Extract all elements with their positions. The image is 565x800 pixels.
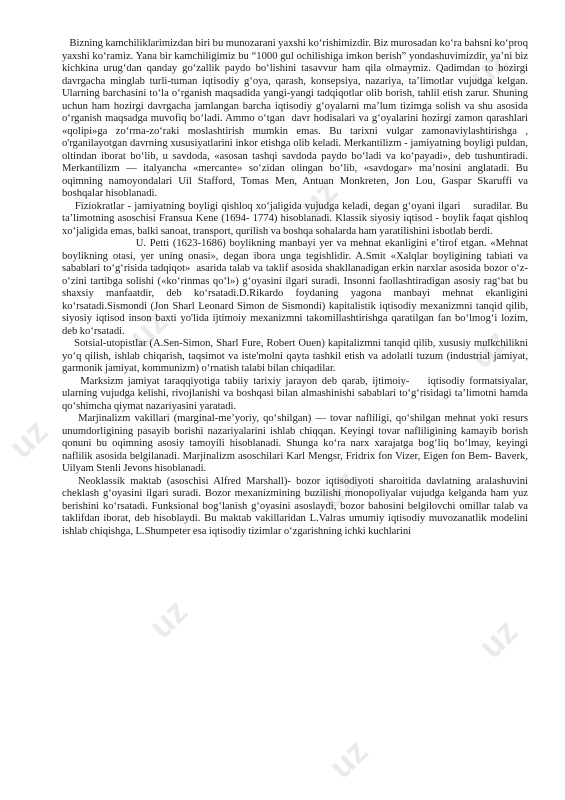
paragraph: Fiziokratlar - jamiyatning boyligi qishloq xo‘jaligida vujudga keladi, degan g‘oyani ilgari suradilar. Bu ta’limotning asoschisi Fransua Kene (1694- 1774) hisoblanadi. Klassik siyosiy iqtisod - boylik faqat qishloq xo‘jaligida emas, balki sanoat, transport, qurilish va boshqa sohalarda ham yaratilishini isbotlab berdi. — [62, 200, 531, 237]
watermark: uz — [121, 302, 176, 356]
watermark: uz — [461, 322, 516, 376]
paragraph: Neoklassik maktab (asoschisi Alfred Marshall)- bozor iqtisodiyoti sharoitida davlatning aralashuvini cheklash g‘oyasini ilgari suradi. Bozor mexanizmining buzilishi monopoliyalar vujudga kelganda ham yuz berishini ko‘rsatadi. Funksional bog‘lanish g‘oyasini asoslaydi, bozor bahosini belgilovchi omillar talab va taklifdan iborat, deb hisoblaydi. Bu maktab vakillaridan L.Valras umumiy iqtisodiy muvozanatlik modelini ishlab chiqishga, L.Shumpeter esa iqtisodiy tizimlar o‘zgarishning ichki kuchlarini — [62, 475, 531, 537]
paragraph: U. Petti (1623-1686) boylikning manbayi yer va mehnat ekanligini e’tirof etgan. «Mehnat boylikning otasi, yer uning onasi», degan ibora unga tegishlidir. A.Smit «Xalqlar boyligining tabiati va sabablari to‘g‘risida tadqiqot» asarida talab va taklif asosida shakllanadigan erkin narxlar asosida bozor o‘z-o‘zini tartibga solishi («ko‘rinmas qo‘l») g‘oyasini ilgari suradi. Insonni faollashtiradigan asosiy rag‘bat bu shaxsiy manfaatdir, deb ko‘rsatadi.D.Rikardo foydaning yagona manbayi mehnat ekanligini ko‘rsatadi.Sismondi (Jon Sharl Leonard Simon de Sismondi) kapitalistik iqtisodiy mexanizmni tanqid qilib, siyosiy iqtisod inson baxti yo'lida ijtimoiy mexanizmni takomillashtirishga qaratilgan fan bo‘lmog‘i lozim, deb ko‘rsatadi. — [62, 238, 531, 337]
watermark: uz — [311, 462, 366, 516]
paragraph: Marjinalizm vakillari (marginal-me’yoriy, qo‘shilgan) — tovar nafliligi, qo‘shilgan mehnat yoki resurs unumdorligining pasayib borishi nazariyalarini ishlab chiqqan. Keyingi tovar nafliligining kamayib borish qonuni bu oqimning asosiy tamoyili hisoblanadi. Shunga ko‘ra narx xarajatga bog‘liq bo‘lmay, keyingi naflilik asosida belgilanadi. Marjinalizm asoschilari Karl Mengsr, Fridrix fon Vizer, Eigen fon Bem- Baverk, Uilyam Stenli Jevons hisoblanadi. — [62, 413, 531, 474]
watermark: uz — [321, 732, 376, 786]
watermark: uz — [291, 172, 346, 226]
watermark: uz — [471, 612, 526, 666]
paragraph: Sotsial-utopistlar (A.Sen-Simon, Sharl Fure, Robert Ouen) kapitalizmni tanqid qilib, xususiy mulkchilikni yo‘q qilish, ishlab chiqarish, taqsimot va iste'molni qayta tashkil etish va adolatli tuzum (industrial jamiyat, garmonik jamiyat, kommunizm) o‘rnatish talabi bilan chiqadilar. — [62, 338, 531, 374]
watermark: uz — [461, 42, 516, 96]
watermark: uz — [141, 592, 196, 646]
paragraph: Marksizm jamiyat taraqqiyotiga tabiiy tarixiy jarayon deb qarab, ijtimoiy- iqtisodiy formatsiyalar, ularning vujudga kelishi, rivojlanishi va boshqasi bilan almashinishi sabablari to‘g‘risidagi ta’limotni hamda qo‘shimcha qiymat nazariyasini yaratadi. — [62, 375, 531, 412]
watermark: uz — [1, 412, 56, 466]
document-page — [62, 38, 531, 538]
paragraph: Bizning kamchiliklarimizdan biri bu munozarani yaxshi ko‘rishimizdir. Biz murosadan ko‘ra bahsni ko‘proq yaxshi ko‘ramiz. Yana bir kamchiligimiz bu “1000 gul ochilishiga imkon berish” yondashuvimizdir, ya’ni biz kichkina urug‘dan qanday go‘zallik paydo bo‘lishini tasavvur ham qila olmaymiz. Qadimdan to hozirgi davrgacha minglab turli-tuman iqtisodiy g‘oya, qarash, konsepsiya, nazariya, ta’limotlar vujudga kelgan. Ularning barchasini to‘la o‘rganish maqsadida yangi-yangi tadqiqotlar olib borish, tahlil etish zarur. Shuning uchun ham hozirgi davrgacha jamlangan barcha iqtisodiy g‘oyalarni ma’lum tizimga solish va shu asosida o‘rganish maqsadga muvofiq bo‘ladi. Ammo o‘tgan davr hodisalari va g‘oyalarini hozirgi zamon qarashlari «qolipi»ga zo‘rma-zo‘raki moslashtirish mumkin emas. Bu tarixni vulgar zamonaviylashtirishga , o'rganilayotgan davrning xususiyatlarini inkor etishga olib keladi. Merkantilizm - jamiyatning boyligi puldan, oltindan iborat bo‘lib, u savdoda, «asosan tashqi savdoda paydo bo‘ladi va ko‘payadi», deb tushuntiradi. Merkantilizm — italyancha «mercante» so‘zidan olingan bo‘lib, «savdogar» ma’nosini anglatadi. Bu oqimning namoyondalari Uil Stafford, Tomas Men, Antuan Monkreten, Jon Lou, Gaspar Skaruffi va boshqalar hisoblanadi. — [62, 38, 531, 199]
